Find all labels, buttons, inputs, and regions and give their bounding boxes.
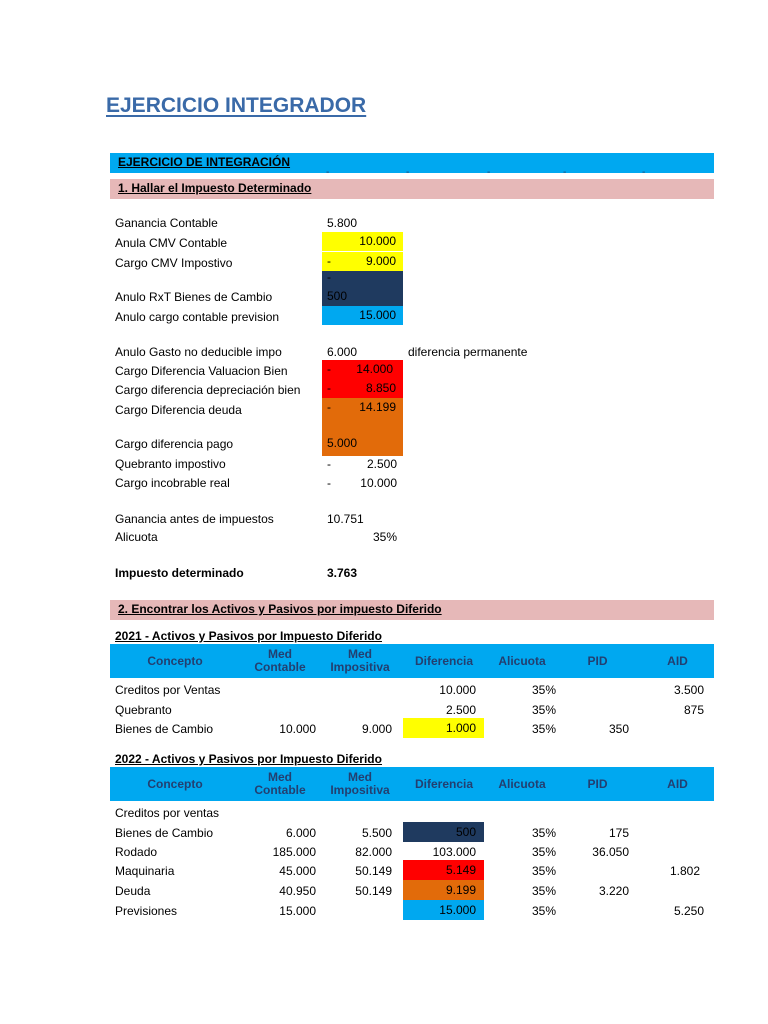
- column-header: Concepto: [147, 776, 203, 791]
- row-value: 5.000: [327, 436, 358, 450]
- header-tick: -: [563, 167, 567, 178]
- sign: -: [327, 400, 331, 414]
- cell-pid: 36.050: [592, 845, 629, 859]
- cell-diferencia-highlight: [403, 900, 484, 920]
- row-value: 500: [327, 289, 348, 303]
- cell-alicuota: 35%: [531, 904, 556, 918]
- cell-pid: 3.220: [598, 884, 629, 898]
- cell-contable: 15.000: [279, 904, 316, 918]
- column-header: PID: [587, 776, 608, 791]
- cell-impositiva: 9.000: [361, 722, 392, 736]
- cell-alicuota: 35%: [531, 722, 556, 736]
- column-header: AID: [667, 653, 688, 668]
- cell-diferencia: 15.000: [439, 903, 476, 917]
- column-header: Med Contable: [254, 647, 306, 674]
- column-header: Alicuota: [498, 653, 546, 668]
- column-header: Diferencia: [414, 653, 474, 668]
- row-value: 2.500: [366, 457, 397, 471]
- row-value: 5.800: [327, 216, 358, 230]
- cell-concepto: Bienes de Cambio: [115, 722, 214, 736]
- row-value: 14.199: [359, 400, 396, 414]
- row-label: Anulo Gasto no deducible impo: [115, 345, 282, 359]
- row-value: 10.751: [327, 512, 364, 526]
- row-label: Anulo RxT Bienes de Cambio: [115, 290, 273, 304]
- cell-concepto: Maquinaria: [115, 864, 175, 878]
- cell-concepto: Creditos por Ventas: [115, 683, 221, 697]
- section-header-label: EJERCICIO DE INTEGRACIÓN: [118, 155, 291, 169]
- column-header: Diferencia: [414, 776, 474, 791]
- header-tick: -: [642, 167, 646, 178]
- cell-diferencia: 10.000: [439, 683, 476, 697]
- section2-title: 2. Encontrar los Activos y Pasivos por impuesto Diferido: [118, 602, 442, 616]
- cell-contable: 45.000: [279, 864, 316, 878]
- sign: -: [327, 254, 331, 268]
- cell-concepto: Quebranto: [115, 703, 172, 717]
- cell-concepto: Deuda: [115, 884, 151, 898]
- cell-diferencia: 5.149: [445, 863, 476, 877]
- column-header: Med Impositiva: [330, 770, 390, 797]
- cell-contable: 185.000: [272, 845, 316, 859]
- cell-aid: 5.250: [673, 904, 704, 918]
- cell-diferencia: 500: [455, 825, 476, 839]
- cell-diferencia-highlight: [403, 880, 484, 900]
- section2-band: [110, 600, 714, 620]
- row-value: 8.850: [365, 381, 396, 395]
- header-tick: -: [326, 167, 330, 178]
- header-tick: -: [487, 167, 491, 178]
- row-label: Ganancia Contable: [115, 216, 218, 230]
- sign: -: [327, 457, 331, 471]
- cell-diferencia-highlight: [403, 718, 484, 738]
- row-label: Cargo diferencia pago: [115, 437, 234, 451]
- column-header: Concepto: [147, 653, 203, 668]
- cell-alicuota: 35%: [531, 845, 556, 859]
- value-cell-navy: [322, 271, 403, 306]
- cell-alicuota: 35%: [531, 683, 556, 697]
- row-label: Cargo diferencia depreciación bien: [115, 383, 301, 397]
- row-label: Alicuota: [115, 530, 158, 544]
- row-label: Anulo cargo contable prevision: [115, 310, 280, 324]
- section-header-band: [110, 153, 714, 173]
- row-value: 10.000: [360, 476, 397, 490]
- cell-diferencia: 103.000: [432, 845, 476, 859]
- cell-diferencia: 1.000: [445, 721, 476, 735]
- column-header: AID: [667, 776, 688, 791]
- cell-impositiva: 5.500: [361, 826, 392, 840]
- cell-concepto: Previsiones: [115, 904, 178, 918]
- cell-alicuota: 35%: [531, 826, 556, 840]
- row-note: diferencia permanente: [408, 345, 528, 359]
- cell-pid: 175: [608, 826, 629, 840]
- cell-diferencia: 9.199: [445, 883, 476, 897]
- cell-alicuota: 35%: [531, 864, 556, 878]
- row-value: 10.000: [359, 234, 396, 248]
- column-header: Med Contable: [254, 770, 306, 797]
- row-value: 14.000: [356, 362, 393, 376]
- value-cell-red: [322, 360, 403, 379]
- row-label: Ganancia antes de impuestos: [115, 512, 274, 526]
- page-title: EJERCICIO INTEGRADOR: [106, 94, 367, 117]
- cell-diferencia: 2.500: [445, 703, 476, 717]
- cell-impositiva: 50.149: [355, 864, 392, 878]
- value-cell-yellow: [322, 252, 403, 271]
- row-value: 15.000: [359, 308, 396, 322]
- table-2021-title: 2021 - Activos y Pasivos por Impuesto Diferido: [115, 629, 382, 643]
- cell-concepto: Creditos por ventas: [115, 806, 220, 820]
- cell-impositiva: 50.149: [355, 884, 392, 898]
- row-label: Anula CMV Contable: [115, 236, 228, 250]
- value-cell-orange: [322, 398, 403, 456]
- row-label: Cargo Diferencia Valuacion Bien: [115, 364, 288, 378]
- column-header: Med Impositiva: [330, 647, 390, 674]
- sign: -: [327, 476, 331, 490]
- cell-concepto: Bienes de Cambio: [115, 826, 214, 840]
- table-2022-header: [110, 767, 714, 801]
- sign: -: [327, 362, 331, 376]
- cell-concepto: Rodado: [115, 845, 158, 859]
- row-value: 9.000: [365, 254, 396, 268]
- row-label: Cargo CMV Impostivo: [115, 256, 233, 270]
- header-tick: -: [406, 167, 410, 178]
- cell-aid: 1.802: [669, 864, 700, 878]
- column-header: PID: [587, 653, 608, 668]
- cell-aid: 875: [683, 703, 704, 717]
- row-label: Cargo Diferencia deuda: [115, 403, 242, 417]
- row-label: Quebranto impostivo: [115, 457, 226, 471]
- row-value: 3.763: [327, 566, 358, 580]
- cell-diferencia-highlight: [403, 822, 484, 842]
- cell-alicuota: 35%: [531, 884, 556, 898]
- cell-diferencia-highlight: [403, 860, 484, 880]
- cell-aid: 3.500: [673, 683, 704, 697]
- row-value: 35%: [372, 530, 397, 544]
- cell-pid: 350: [608, 722, 629, 736]
- row-value: 6.000: [327, 345, 358, 359]
- section1-band: [110, 179, 714, 199]
- value-cell-sky: [322, 306, 403, 325]
- sign: -: [327, 270, 331, 284]
- column-header: Alicuota: [498, 776, 546, 791]
- value-cell-yellow: [322, 232, 403, 251]
- row-label: Cargo incobrable real: [115, 476, 230, 490]
- value-cell-red: [322, 379, 403, 398]
- cell-alicuota: 35%: [531, 703, 556, 717]
- table-2021-header: [110, 644, 714, 678]
- table-2022-title: 2022 - Activos y Pasivos por Impuesto Diferido: [115, 752, 382, 766]
- cell-contable: 10.000: [279, 722, 316, 736]
- cell-contable: 6.000: [285, 826, 316, 840]
- row-label: Impuesto determinado: [115, 566, 244, 580]
- sign: -: [327, 381, 331, 395]
- section1-title: 1. Hallar el Impuesto Determinado: [118, 181, 312, 195]
- cell-impositiva: 82.000: [355, 845, 392, 859]
- cell-contable: 40.950: [279, 884, 316, 898]
